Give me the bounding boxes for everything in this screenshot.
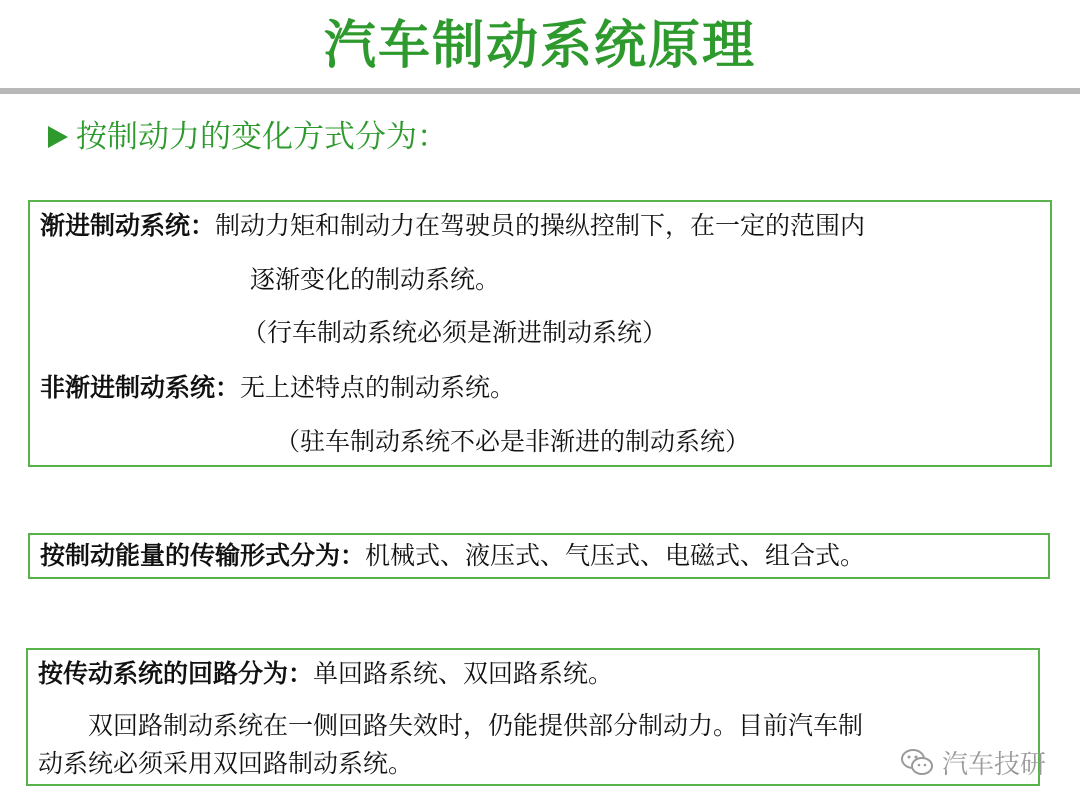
- wechat-icon: [900, 747, 934, 777]
- nonprogressive-label: 非渐进制动系统：: [40, 373, 241, 402]
- circuit-line: [38, 656, 613, 692]
- energy-text: 机械式、液压式、气压式、电磁式、组合式。: [365, 541, 866, 570]
- watermark-text: 汽车技研: [942, 749, 1047, 780]
- circuit-para-1: 双回路制动系统在一侧回路失效时，仍能提供部分制动力。目前汽车制: [88, 711, 864, 740]
- circuit-box: [26, 648, 1040, 786]
- watermark: [900, 742, 1046, 782]
- circuit-para-2: 动系统必须采用双回路制动系统。: [38, 749, 414, 778]
- subheading-text: 按制动力的变化方式分为：: [76, 119, 448, 155]
- energy-line: [40, 538, 865, 574]
- energy-label: 按制动能量的传输形式分为：: [40, 541, 366, 570]
- progressive-line: [40, 208, 865, 244]
- circuit-label: 按传动系统的回路分为：: [38, 659, 314, 688]
- title-divider: [0, 88, 1080, 94]
- nonprogressive-line: [40, 370, 515, 406]
- progressive-desc-1: 制动力矩和制动力在驾驶员的操纵控制下，在一定的范围内: [215, 211, 866, 240]
- progressive-brake-box: [28, 200, 1052, 467]
- nonprogressive-desc: 无上述特点的制动系统。: [240, 373, 516, 402]
- arrow-bullet-icon: [48, 126, 68, 148]
- progressive-desc-2: 逐渐变化的制动系统。: [250, 265, 501, 294]
- progressive-note: （行车制动系统必须是渐进制动系统）: [242, 318, 668, 347]
- circuit-text: 单回路系统、双回路系统。: [313, 659, 614, 688]
- nonprogressive-note: （驻车制动系统不必是非渐进的制动系统）: [275, 427, 751, 456]
- page-title: 汽车制动系统原理: [323, 15, 756, 76]
- subheading: [48, 112, 448, 162]
- energy-transmission-box: [28, 533, 1050, 579]
- progressive-label: 渐进制动系统：: [40, 211, 216, 240]
